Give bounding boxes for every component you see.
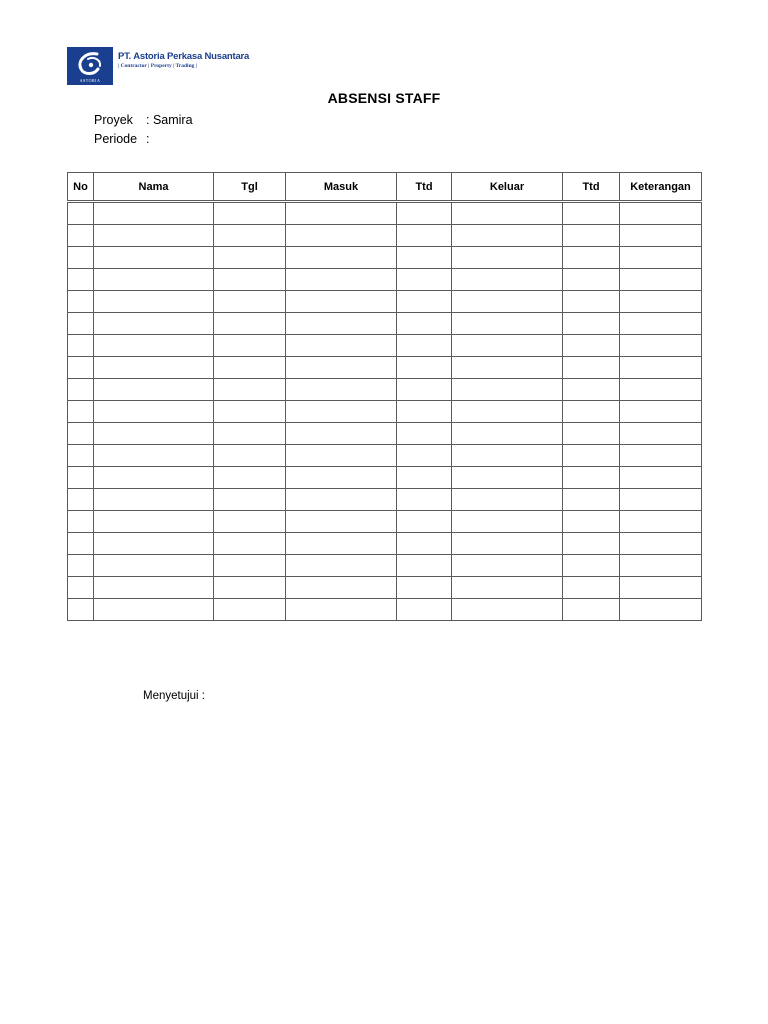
table-row xyxy=(68,511,702,533)
attendance-table xyxy=(67,172,702,621)
table-cell xyxy=(94,401,214,423)
table-cell xyxy=(563,269,620,291)
table-cell xyxy=(214,291,286,313)
table-cell xyxy=(563,489,620,511)
table-row xyxy=(68,599,702,621)
table-cell xyxy=(286,401,397,423)
table-cell xyxy=(286,291,397,313)
table-cell xyxy=(94,335,214,357)
table-cell xyxy=(68,202,94,225)
table-cell xyxy=(452,291,563,313)
table-cell xyxy=(620,291,702,313)
proyek-label: Proyek xyxy=(94,113,133,127)
table-cell xyxy=(94,555,214,577)
document-title: ABSENSI STAFF xyxy=(327,90,441,106)
table-cell xyxy=(452,225,563,247)
table-row xyxy=(68,489,702,511)
table-row xyxy=(68,269,702,291)
table-cell xyxy=(397,555,452,577)
table-cell xyxy=(452,445,563,467)
table-cell xyxy=(214,511,286,533)
table-cell xyxy=(286,489,397,511)
table-cell xyxy=(286,533,397,555)
table-cell xyxy=(452,247,563,269)
table-cell xyxy=(452,489,563,511)
table-cell xyxy=(620,247,702,269)
col-header-ttd-keluar: Ttd xyxy=(563,173,620,202)
table-cell xyxy=(563,511,620,533)
col-header-tgl: Tgl xyxy=(214,173,286,202)
table-cell xyxy=(94,225,214,247)
company-logo xyxy=(67,47,250,85)
table-cell xyxy=(452,202,563,225)
table-row xyxy=(68,313,702,335)
table-cell xyxy=(452,423,563,445)
table-cell xyxy=(563,202,620,225)
table-cell xyxy=(286,225,397,247)
table-cell xyxy=(68,555,94,577)
table-cell xyxy=(620,401,702,423)
table-cell xyxy=(68,291,94,313)
table-cell xyxy=(620,313,702,335)
table-cell xyxy=(68,423,94,445)
table-cell xyxy=(286,357,397,379)
table-cell xyxy=(94,511,214,533)
col-header-keluar: Keluar xyxy=(452,173,563,202)
table-cell xyxy=(214,202,286,225)
table-cell xyxy=(214,401,286,423)
table-cell xyxy=(397,489,452,511)
periode-label: Periode xyxy=(94,132,138,146)
table-cell xyxy=(68,533,94,555)
table-cell xyxy=(94,599,214,621)
table-cell xyxy=(68,225,94,247)
approval-label: Menyetujui : xyxy=(143,690,206,702)
table-cell xyxy=(452,533,563,555)
table-cell xyxy=(563,291,620,313)
table-row xyxy=(68,401,702,423)
table-cell xyxy=(620,357,702,379)
table-cell xyxy=(94,202,214,225)
table-row xyxy=(68,379,702,401)
table-cell xyxy=(214,467,286,489)
table-cell xyxy=(563,401,620,423)
table-cell xyxy=(563,445,620,467)
table-cell xyxy=(563,313,620,335)
col-header-no: No xyxy=(68,173,94,202)
logo-label: ASTORIA xyxy=(79,78,101,83)
col-header-ttd-masuk: Ttd xyxy=(397,173,452,202)
table-cell xyxy=(68,269,94,291)
table-header-row xyxy=(68,173,702,202)
col-header-nama: Nama xyxy=(94,173,214,202)
table-cell xyxy=(452,577,563,599)
table-row xyxy=(68,202,702,225)
table-cell xyxy=(214,577,286,599)
table-cell xyxy=(397,247,452,269)
table-cell xyxy=(397,202,452,225)
table-cell xyxy=(452,335,563,357)
table-cell xyxy=(214,599,286,621)
table-cell xyxy=(397,423,452,445)
table-cell xyxy=(68,247,94,269)
table-cell xyxy=(68,467,94,489)
table-row xyxy=(68,335,702,357)
table-cell xyxy=(452,313,563,335)
table-cell xyxy=(397,533,452,555)
table-cell xyxy=(620,423,702,445)
table-cell xyxy=(620,202,702,225)
table-cell xyxy=(214,247,286,269)
table-cell xyxy=(68,335,94,357)
astoria-logo-mark xyxy=(67,47,113,85)
table-cell xyxy=(68,401,94,423)
table-cell xyxy=(620,225,702,247)
table-cell xyxy=(620,379,702,401)
table-cell xyxy=(620,489,702,511)
table-cell xyxy=(563,599,620,621)
table-row xyxy=(68,577,702,599)
table-cell xyxy=(68,357,94,379)
table-cell xyxy=(94,247,214,269)
table-cell xyxy=(214,533,286,555)
table-cell xyxy=(286,599,397,621)
table-cell xyxy=(214,379,286,401)
table-cell xyxy=(452,555,563,577)
table-cell xyxy=(620,467,702,489)
table-cell xyxy=(94,357,214,379)
table-row xyxy=(68,555,702,577)
table-cell xyxy=(68,313,94,335)
table-row xyxy=(68,291,702,313)
table-cell xyxy=(286,555,397,577)
table-cell xyxy=(452,467,563,489)
table-cell xyxy=(563,357,620,379)
table-cell xyxy=(620,335,702,357)
table-cell xyxy=(620,555,702,577)
table-cell xyxy=(214,445,286,467)
table-cell xyxy=(68,445,94,467)
table-row xyxy=(68,467,702,489)
table-cell xyxy=(94,533,214,555)
table-cell xyxy=(214,313,286,335)
table-cell xyxy=(286,247,397,269)
table-cell xyxy=(397,599,452,621)
table-cell xyxy=(397,269,452,291)
table-cell xyxy=(452,511,563,533)
table-cell xyxy=(620,511,702,533)
table-cell xyxy=(563,247,620,269)
table-cell xyxy=(452,269,563,291)
periode-value: : xyxy=(146,132,150,146)
table-cell xyxy=(94,423,214,445)
table-row xyxy=(68,533,702,555)
table-cell xyxy=(214,269,286,291)
table-cell xyxy=(94,577,214,599)
table-cell xyxy=(397,511,452,533)
table-cell xyxy=(397,225,452,247)
table-cell xyxy=(397,401,452,423)
col-header-keterangan: Keterangan xyxy=(620,173,702,202)
table-cell xyxy=(286,202,397,225)
table-cell xyxy=(94,445,214,467)
table-cell xyxy=(286,467,397,489)
table-cell xyxy=(286,313,397,335)
table-cell xyxy=(68,577,94,599)
table-row xyxy=(68,247,702,269)
table-cell xyxy=(94,467,214,489)
table-cell xyxy=(397,445,452,467)
table-cell xyxy=(94,291,214,313)
table-cell xyxy=(68,489,94,511)
table-row xyxy=(68,357,702,379)
table-cell xyxy=(214,555,286,577)
table-cell xyxy=(286,269,397,291)
table-cell xyxy=(286,445,397,467)
table-cell xyxy=(286,335,397,357)
table-cell xyxy=(620,533,702,555)
table-cell xyxy=(397,467,452,489)
table-cell xyxy=(94,489,214,511)
table-cell xyxy=(563,335,620,357)
table-cell xyxy=(452,401,563,423)
table-cell xyxy=(397,577,452,599)
table-cell xyxy=(452,379,563,401)
table-cell xyxy=(94,269,214,291)
table-cell xyxy=(68,599,94,621)
table-cell xyxy=(620,445,702,467)
table-cell xyxy=(620,599,702,621)
table-cell xyxy=(397,357,452,379)
table-cell xyxy=(563,467,620,489)
company-divisions: | Contractor | Property | Trading | xyxy=(118,63,197,69)
table-cell xyxy=(214,423,286,445)
table-cell xyxy=(563,423,620,445)
table-cell xyxy=(563,555,620,577)
table-cell xyxy=(397,335,452,357)
table-cell xyxy=(286,511,397,533)
table-row xyxy=(68,423,702,445)
table-cell xyxy=(286,577,397,599)
col-header-masuk: Masuk xyxy=(286,173,397,202)
table-cell xyxy=(68,379,94,401)
table-cell xyxy=(452,599,563,621)
table-cell xyxy=(397,291,452,313)
table-cell xyxy=(286,379,397,401)
table-cell xyxy=(286,423,397,445)
table-cell xyxy=(214,489,286,511)
table-cell xyxy=(620,269,702,291)
table-body xyxy=(68,202,702,621)
table-cell xyxy=(94,313,214,335)
table-cell xyxy=(563,577,620,599)
table-cell xyxy=(563,379,620,401)
table-cell xyxy=(563,225,620,247)
table-cell xyxy=(214,335,286,357)
table-row xyxy=(68,445,702,467)
periode-line xyxy=(94,132,149,146)
table-cell xyxy=(214,357,286,379)
table-cell xyxy=(452,357,563,379)
table-row xyxy=(68,225,702,247)
table-cell xyxy=(214,225,286,247)
table-cell xyxy=(563,533,620,555)
table-cell xyxy=(397,313,452,335)
table-cell xyxy=(620,577,702,599)
table-cell xyxy=(397,379,452,401)
table-cell xyxy=(68,511,94,533)
proyek-value: : Samira xyxy=(146,113,193,127)
company-name: PT. Astoria Perkasa Nusantara xyxy=(118,51,250,62)
table-cell xyxy=(94,379,214,401)
proyek-line xyxy=(94,113,193,127)
